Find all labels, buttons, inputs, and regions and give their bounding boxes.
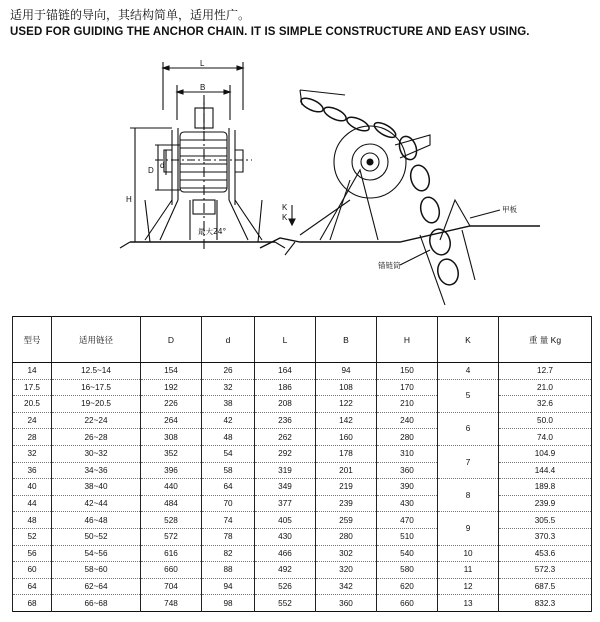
- cell-weight: 832.3: [499, 595, 592, 612]
- cell-B: 201: [316, 462, 377, 479]
- cell-D: 484: [141, 495, 202, 512]
- cell-B: 259: [316, 512, 377, 529]
- cell-B: 239: [316, 495, 377, 512]
- cell-L: 164: [255, 363, 316, 380]
- cell-weight: 50.0: [499, 412, 592, 429]
- cell-B: 320: [316, 562, 377, 579]
- description-chinese: 适用于锚链的导向，其结构简单，适用性广。: [10, 8, 251, 22]
- cell-L: 377: [255, 495, 316, 512]
- col-header-H: H: [377, 317, 438, 363]
- cell-d: 70: [202, 495, 255, 512]
- cell-d: 26: [202, 363, 255, 380]
- col-header-K: K: [438, 317, 499, 363]
- table-row: [13, 495, 592, 512]
- cell-chain-dia: 30~32: [52, 445, 141, 462]
- table-row: [13, 396, 592, 413]
- cell-weight: 104.9: [499, 445, 592, 462]
- cell-K: 11: [438, 562, 499, 579]
- cell-model: 17.5: [13, 379, 52, 396]
- cell-B: 360: [316, 595, 377, 612]
- col-header-model: 型号: [13, 317, 52, 363]
- cell-L: 526: [255, 578, 316, 595]
- cell-model: 24: [13, 412, 52, 429]
- cell-weight: 12.7: [499, 363, 592, 380]
- cell-weight: 239.9: [499, 495, 592, 512]
- table-row: [13, 578, 592, 595]
- cell-model: 60: [13, 562, 52, 579]
- cell-D: 308: [141, 429, 202, 446]
- cell-H: 280: [377, 429, 438, 446]
- cell-weight: 189.8: [499, 479, 592, 496]
- cell-H: 540: [377, 545, 438, 562]
- cell-H: 150: [377, 363, 438, 380]
- cell-weight: 687.5: [499, 578, 592, 595]
- cell-D: 352: [141, 445, 202, 462]
- cell-model: 14: [13, 363, 52, 380]
- cell-model: 40: [13, 479, 52, 496]
- cell-B: 178: [316, 445, 377, 462]
- cell-d: 58: [202, 462, 255, 479]
- cell-K: 13: [438, 595, 499, 612]
- cell-K: 12: [438, 578, 499, 595]
- cell-chain-dia: 26~28: [52, 429, 141, 446]
- table-row: [13, 512, 592, 529]
- dim-H-label: H: [126, 195, 132, 204]
- cell-model: 64: [13, 578, 52, 595]
- cell-B: 302: [316, 545, 377, 562]
- cell-D: 264: [141, 412, 202, 429]
- cell-H: 390: [377, 479, 438, 496]
- cell-H: 360: [377, 462, 438, 479]
- cell-L: 208: [255, 396, 316, 413]
- cell-chain-dia: 12.5~14: [52, 363, 141, 380]
- table-row: [13, 595, 592, 612]
- cell-model: 68: [13, 595, 52, 612]
- cell-d: 82: [202, 545, 255, 562]
- spec-table: [12, 316, 592, 612]
- dim-B-label: B: [200, 83, 206, 92]
- cell-model: 28: [13, 429, 52, 446]
- cell-D: 616: [141, 545, 202, 562]
- cell-K: 9: [438, 512, 499, 545]
- table-row: [13, 528, 592, 545]
- cell-D: 572: [141, 528, 202, 545]
- cell-D: 440: [141, 479, 202, 496]
- cell-d: 32: [202, 379, 255, 396]
- cell-weight: 572.3: [499, 562, 592, 579]
- cell-d: 74: [202, 512, 255, 529]
- cell-K: 4: [438, 363, 499, 380]
- cell-L: 319: [255, 462, 316, 479]
- cell-K: 10: [438, 545, 499, 562]
- cell-chain-dia: 58~60: [52, 562, 141, 579]
- cell-weight: 453.6: [499, 545, 592, 562]
- table-row: [13, 379, 592, 396]
- col-header-D: D: [141, 317, 202, 363]
- cell-chain-dia: 38~40: [52, 479, 141, 496]
- cell-d: 88: [202, 562, 255, 579]
- cell-D: 192: [141, 379, 202, 396]
- dim-D-label: D: [148, 166, 154, 175]
- table-row: [13, 412, 592, 429]
- table-row: [13, 462, 592, 479]
- cell-chain-dia: 46~48: [52, 512, 141, 529]
- cell-chain-dia: 16~17.5: [52, 379, 141, 396]
- col-header-d: d: [202, 317, 255, 363]
- deck-label: 甲板: [502, 205, 517, 214]
- cell-L: 186: [255, 379, 316, 396]
- col-header-chain-dia: 适用链径: [52, 317, 141, 363]
- cell-chain-dia: 34~36: [52, 462, 141, 479]
- cell-K: 5: [438, 379, 499, 412]
- cell-B: 342: [316, 578, 377, 595]
- cell-d: 98: [202, 595, 255, 612]
- cell-L: 552: [255, 595, 316, 612]
- cell-H: 470: [377, 512, 438, 529]
- cell-D: 396: [141, 462, 202, 479]
- cell-weight: 32.6: [499, 396, 592, 413]
- cell-model: 32: [13, 445, 52, 462]
- cell-d: 54: [202, 445, 255, 462]
- table-row: [13, 445, 592, 462]
- cell-model: 56: [13, 545, 52, 562]
- table-row: [13, 363, 592, 380]
- cell-B: 94: [316, 363, 377, 380]
- cell-weight: 370.3: [499, 528, 592, 545]
- cell-B: 142: [316, 412, 377, 429]
- cell-B: 219: [316, 479, 377, 496]
- cell-B: 280: [316, 528, 377, 545]
- cell-weight: 305.5: [499, 512, 592, 529]
- col-header-B: B: [316, 317, 377, 363]
- max-angle-label: 最大24°: [198, 227, 227, 236]
- cell-L: 349: [255, 479, 316, 496]
- cell-D: 704: [141, 578, 202, 595]
- cell-chain-dia: 50~52: [52, 528, 141, 545]
- cell-B: 160: [316, 429, 377, 446]
- table-row: [13, 429, 592, 446]
- cell-B: 108: [316, 379, 377, 396]
- cell-D: 154: [141, 363, 202, 380]
- cell-model: 48: [13, 512, 52, 529]
- hawse-pipe-label: 锚链筒: [378, 261, 401, 270]
- cell-weight: 74.0: [499, 429, 592, 446]
- cell-d: 38: [202, 396, 255, 413]
- cell-chain-dia: 19~20.5: [52, 396, 141, 413]
- cell-H: 510: [377, 528, 438, 545]
- cell-H: 170: [377, 379, 438, 396]
- cell-H: 580: [377, 562, 438, 579]
- dim-K2-label: K: [282, 213, 288, 222]
- cell-H: 210: [377, 396, 438, 413]
- cell-L: 236: [255, 412, 316, 429]
- cell-D: 748: [141, 595, 202, 612]
- cell-K: 8: [438, 479, 499, 512]
- cell-chain-dia: 66~68: [52, 595, 141, 612]
- cell-L: 405: [255, 512, 316, 529]
- table-header-row: [13, 317, 592, 363]
- technical-drawing: [0, 50, 600, 310]
- cell-L: 292: [255, 445, 316, 462]
- cell-chain-dia: 42~44: [52, 495, 141, 512]
- cell-model: 44: [13, 495, 52, 512]
- cell-d: 94: [202, 578, 255, 595]
- cell-H: 310: [377, 445, 438, 462]
- cell-D: 660: [141, 562, 202, 579]
- cell-L: 466: [255, 545, 316, 562]
- description-english: USED FOR GUIDING THE ANCHOR CHAIN. IT IS SIMPLE CONSTRUCTURE AND EASY USING.: [10, 26, 530, 38]
- cell-d: 78: [202, 528, 255, 545]
- cell-K: 6: [438, 412, 499, 445]
- cell-chain-dia: 22~24: [52, 412, 141, 429]
- dim-L-label: L: [200, 59, 205, 68]
- cell-H: 660: [377, 595, 438, 612]
- cell-d: 48: [202, 429, 255, 446]
- cell-L: 430: [255, 528, 316, 545]
- cell-H: 240: [377, 412, 438, 429]
- dim-d-label: d: [160, 161, 165, 170]
- cell-model: 52: [13, 528, 52, 545]
- dim-K1-label: K: [282, 203, 288, 212]
- cell-H: 620: [377, 578, 438, 595]
- cell-chain-dia: 54~56: [52, 545, 141, 562]
- table-row: [13, 562, 592, 579]
- cell-d: 64: [202, 479, 255, 496]
- cell-D: 528: [141, 512, 202, 529]
- cell-D: 226: [141, 396, 202, 413]
- cell-L: 492: [255, 562, 316, 579]
- cell-weight: 144.4: [499, 462, 592, 479]
- cell-B: 122: [316, 396, 377, 413]
- cell-weight: 21.0: [499, 379, 592, 396]
- table-row: [13, 479, 592, 496]
- table-row: [13, 545, 592, 562]
- cell-H: 430: [377, 495, 438, 512]
- cell-K: 7: [438, 445, 499, 478]
- cell-L: 262: [255, 429, 316, 446]
- cell-model: 36: [13, 462, 52, 479]
- cell-model: 20.5: [13, 396, 52, 413]
- col-header-weight: 重 量 Kg: [499, 317, 592, 363]
- cell-chain-dia: 62~64: [52, 578, 141, 595]
- cell-d: 42: [202, 412, 255, 429]
- col-header-L: L: [255, 317, 316, 363]
